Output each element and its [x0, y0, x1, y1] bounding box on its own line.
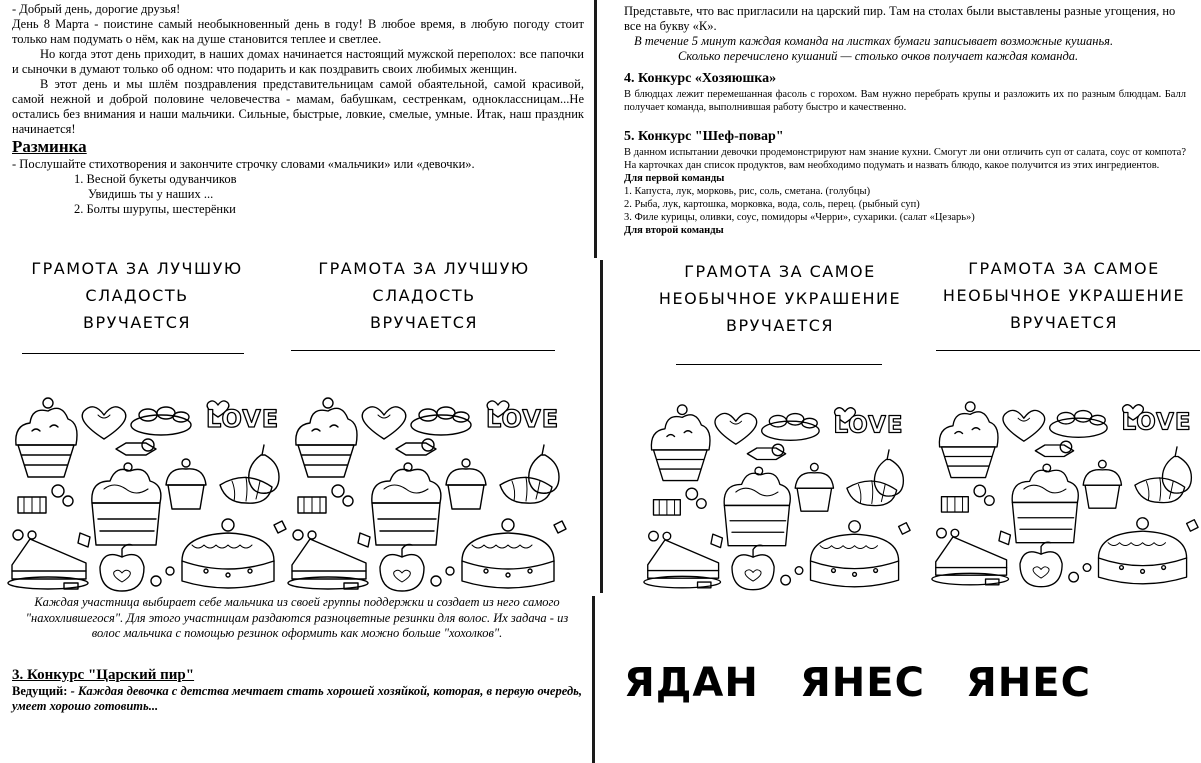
divider-bottom	[592, 596, 595, 763]
divider-middle	[600, 260, 603, 593]
poem-line-3: 2. Болты шурупы, шестерёнки	[74, 202, 236, 216]
para-3: В этот день и мы шлём поздравления представительницам самой обаятельной, самой красивой, самой нежной и доброй половине человечества - мамам, бабушкам, сестренкам, одноклассницам...Не остались без внимания и наши мальчики. Сильные, быстрые, ловкие, смелые, умные. Итак, наш праздник начинается!	[12, 77, 584, 136]
left-top-text	[12, 2, 584, 217]
right-top-text	[624, 4, 1186, 237]
feast-intro: Представьте, что вас пригласили на царский пир. Там на столах были выставлены разные угощения, но все на букву «К».	[624, 4, 1176, 33]
name-1: ЯДАН	[624, 660, 759, 706]
poem-line-2: Увидишь ты у наших ...	[88, 187, 214, 201]
name-3: ЯНЕС	[966, 660, 1091, 706]
sweets-illustration-4	[930, 385, 1200, 595]
cert-1-line-3: ВРУЧАЕТСЯ	[83, 313, 191, 332]
cert-2-line-1: ГРАМОТА ЗА ЛУЧШУЮ	[318, 259, 530, 278]
name-2: ЯНЕС	[800, 660, 925, 706]
hairstyle-caption: Каждая участница выбирает себе мальчика из своей группы поддержки и создает из него самого "нахохлившегося". Для этого участницам раздаются разноцветные резинки для волос. Их задача - из волос мальчика с помощью резинок оформить как можно больше "хохолков".	[25, 595, 569, 640]
host-text: - Каждая девочка с детства мечтает стать хорошей хозяйкой, которая, в первую очередь, умеет хорошо готовить...	[12, 683, 583, 713]
sweets-illustration-3	[642, 388, 912, 598]
para-1: День 8 Марта - поистине самый необыкновенный день в году! В любое время, в любую погоду стоит только нам подумать о нём, как на душе становится теплее и светлее.	[12, 17, 584, 46]
certificate-3-title	[640, 258, 920, 339]
certificate-4-name-line	[936, 350, 1200, 351]
certificate-2-title	[298, 255, 550, 336]
host-label: Ведущий:	[12, 683, 68, 698]
greeting: - Добрый день, дорогие друзья!	[12, 2, 181, 16]
sweets-illustration-2	[286, 385, 568, 595]
poem-line-1: 1. Весной букеты одуванчиков	[74, 172, 237, 186]
cert-1-line-2: СЛАДОСТЬ	[85, 286, 189, 305]
host-line	[12, 684, 582, 714]
cert-3-line-2: НЕОБЫЧНОЕ УКРАШЕНИЕ	[658, 289, 902, 308]
recipe-3: 3. Филе курицы, оливки, соус, помидоры «Черри», сухарики. (салат «Цезарь»)	[624, 212, 975, 223]
left-bottom-text	[12, 595, 582, 714]
cert-2-line-3: ВРУЧАЕТСЯ	[370, 313, 478, 332]
team-2-label: Для второй команды	[624, 225, 724, 236]
recipe-2: 2. Рыба, лук, картошка, морковка, вода, соль, перец. (рыбный суп)	[624, 199, 920, 210]
team-1-label: Для первой команды	[624, 173, 725, 184]
cert-2-line-2: СЛАДОСТЬ	[372, 286, 476, 305]
contest-4-text: В блюдцах лежит перемешанная фасоль с горохом. Вам нужно перебрать крупы и разложить их по разным блюдцам. Балл получает команда, выполнившая работу быстро и качественно.	[624, 89, 1186, 113]
divider-top	[594, 0, 597, 258]
cert-4-line-3: ВРУЧАЕТСЯ	[1010, 313, 1118, 332]
certificate-3-name-line	[676, 364, 882, 365]
para-2: Но когда этот день приходит, в наших домах начинается настоящий мужской переполох: все папочки и сыночки в думают только об одном: что подарить и как поздравить своих любимых женщин.	[12, 47, 584, 76]
certificate-1-title	[12, 255, 262, 336]
cert-3-line-1: ГРАМОТА ЗА САМОЕ	[684, 262, 876, 281]
instruction: - Послушайте стихотворения и закончите строчку словами «мальчики» или «девочки».	[12, 157, 475, 171]
certificate-4-title	[932, 255, 1196, 336]
contest-5-text: В данном испытании девочки продемонстрируют нам знание кухни. Смогут ли они отличить суп от салата, соус от компота? На карточках дан список продуктов, вам необходимо подумать и назвать блюдо, какое получится из этих ингредиентов.	[624, 147, 1186, 171]
certificate-1-name-line	[22, 353, 244, 354]
cert-4-line-2: НЕОБЫЧНОЕ УКРАШЕНИЕ	[942, 286, 1186, 305]
razminka-heading: Разминка	[12, 137, 87, 156]
feast-task: В течение 5 минут каждая команда на листках бумаги записывает возможные кушанья.	[634, 34, 1114, 48]
recipe-1: 1. Капуста, лук, морковь, рис, соль, сметана. (голубцы)	[624, 186, 871, 197]
certificate-2-name-line	[291, 350, 555, 351]
feast-score: Сколько перечислено кушаний — столько очков получает каждая команда.	[678, 49, 1079, 63]
cert-3-line-3: ВРУЧАЕТСЯ	[726, 316, 834, 335]
cert-4-line-1: ГРАМОТА ЗА САМОЕ	[968, 259, 1160, 278]
sweets-illustration-1	[6, 385, 288, 595]
contest-4-heading: 4. Конкурс «Хозяюшка»	[624, 71, 777, 86]
cert-1-line-1: ГРАМОТА ЗА ЛУЧШУЮ	[31, 259, 243, 278]
contest-3-heading: 3. Конкурс "Царский пир"	[12, 666, 195, 683]
contest-5-heading: 5. Конкурс "Шеф-повар"	[624, 129, 784, 144]
